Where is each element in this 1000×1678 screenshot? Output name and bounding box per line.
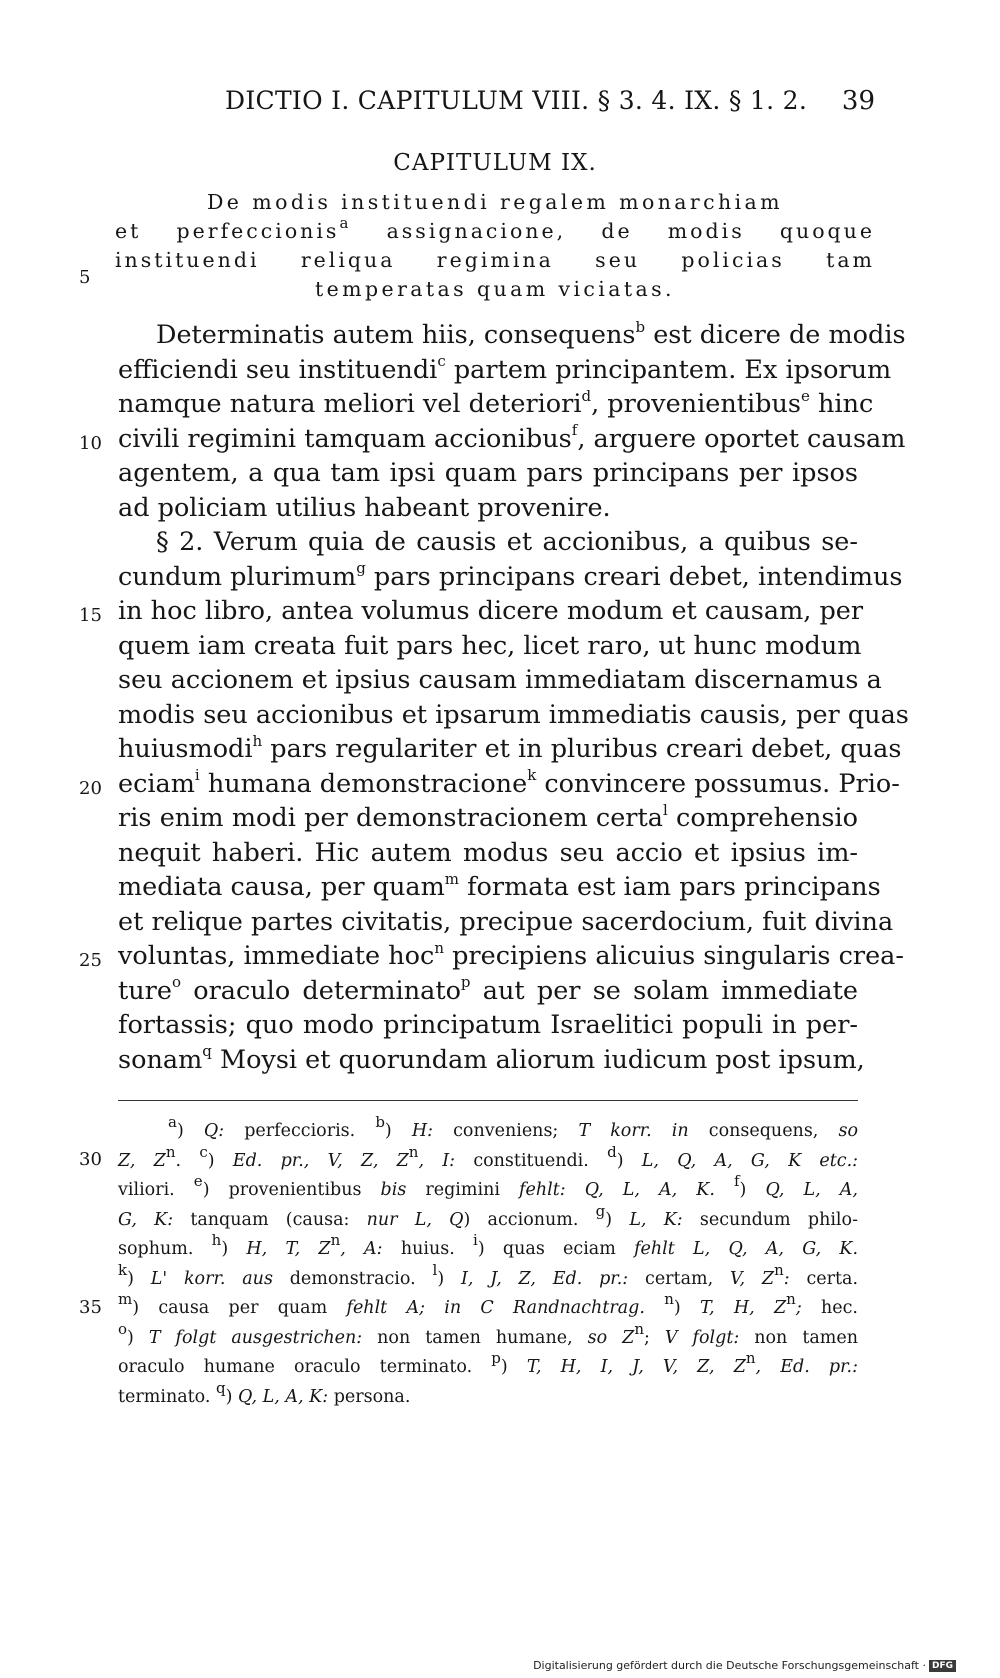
text-line: ad policiam utilius habeant provenire. — [118, 492, 611, 523]
line-number: 5 — [79, 267, 91, 288]
text-line: ture$^o$ oraculo determinato$^p$ aut per se solam immediate — [118, 973, 858, 1006]
line-number: 35 — [79, 1297, 102, 1318]
text-line: namque natura meliori vel deteriori$^d$, provenientibus$^e$ hinc — [118, 386, 874, 419]
footnote-ref: a — [339, 214, 352, 233]
text-line: § 2. Verum quia de causis et accionibus, a quibus se- — [156, 527, 858, 557]
text-line: huiusmodi$^h$ pars regulariter et in pluribus creari debet, quas — [118, 731, 902, 764]
line-number: 15 — [79, 605, 102, 626]
chapter-heading — [115, 188, 875, 304]
footnote-line: Z, $Z^n$. $^c$) Ed. pr., V, Z, $Z^n$, I: constituendi. $^d$) L, Q, A, G, K etc.: — [118, 1142, 859, 1171]
dfg-logo: DFG — [929, 1660, 956, 1672]
running-title: DICTIO I. CAPITULUM VIII. § 3. 4. IX. § 1. 2. — [225, 86, 808, 115]
credit-text: Digitalisierung gefördert durch die Deutsche Forschungsgemeinschaft · — [533, 1659, 926, 1672]
text-line: agentem, a qua tam ipsi quam pars principans per ipsos — [118, 458, 858, 488]
heading-line: De modis instituendi regalem monarchiam — [206, 190, 784, 214]
text-line: voluntas, immediate hoc$^n$ precipiens alicuius singularis crea- — [118, 938, 904, 971]
text-line: ris enim modi per demonstracionem certa$^l$ comprehensio — [118, 800, 858, 833]
heading-line: instituendi reliqua regimina seu policias tam — [115, 248, 875, 272]
text-line: sonam$^q$ Moysi et quorundam aliorum iudicum post ipsum, — [118, 1042, 865, 1075]
line-number: 20 — [79, 778, 102, 799]
footnotes — [118, 1113, 859, 1412]
text-line: in hoc libro, antea volumus dicere modum et causam, per — [118, 596, 864, 626]
chapter-title: CAPITULUM IX. — [393, 150, 597, 176]
text-line: fortassis; quo modo principatum Israelitici populi in per- — [118, 1010, 858, 1040]
text-line: cundum plurimum$^g$ pars principans creari debet, intendimus — [118, 559, 903, 592]
footnote-line: $^o$) T folgt ausgestrichen: non tamen humane, so $Z^n$; V folgt: non tamen — [118, 1319, 859, 1348]
text-line: quem iam creata fuit pars hec, licet raro, ut hunc modum — [118, 630, 862, 661]
page-number: 39 — [841, 86, 875, 116]
text-line: eciam$^i$ humana demonstracione$^k$ convincere possumus. Prio- — [118, 766, 900, 799]
line-number: 25 — [79, 950, 102, 971]
footnote-line: $^m$) causa per quam fehlt A; in C Randnachtrag. $^n$) T, H, $Z^n$; hec. — [118, 1290, 858, 1318]
footnote-line: $^k$) L' korr. aus demonstracio. $^l$) I, J, Z, Ed. pr.: certam, V, $Z^n$: certa. — [118, 1260, 859, 1289]
text-line: mediata causa, per quam$^m$ formata est iam pars principans — [118, 869, 881, 902]
running-head — [115, 86, 875, 122]
digitization-credit — [533, 1659, 956, 1672]
line-number: 30 — [79, 1149, 102, 1170]
line-number: 10 — [79, 433, 102, 454]
text-line: nequit haberi. Hic autem modus seu accio et ipsius im- — [118, 837, 858, 868]
text-line: Determinatis autem hiis, consequens$^b$ est dicere de modis — [156, 317, 906, 350]
text-line: modis seu accionibus et ipsarum immediatis causis, per quas — [118, 699, 909, 730]
text-line: et relique partes civitatis, precipue sacerdocium, fuit divina — [118, 906, 894, 937]
text-line: efficiendi seu instituendi$^c$ partem principantem. Ex ipsorum — [118, 352, 892, 385]
heading-line: et perfeccionis$^a$ assignacione, de modis quoque — [115, 214, 875, 243]
text-line: civili regimini tamquam accionibus$^f$, arguere oportet causam — [118, 421, 906, 454]
main-text — [118, 317, 909, 1077]
footnote-line: viliori. $^e$) provenientibus bis regimini fehlt: Q, L, A, K. $^f$) Q, L, A, — [118, 1172, 858, 1200]
footnote-line: $^a$) Q: perfeccioris. $^b$) H: conveniens; T korr. in consequens, so — [168, 1113, 858, 1141]
footnote-rule — [118, 1100, 858, 1101]
footnote-line: terminato. $^q$) Q, L, A, K: persona. — [118, 1378, 411, 1407]
text-line: seu accionem et ipsius causam immediatam discernamus a — [118, 665, 882, 695]
footnote-line: oraculo humane oraculo terminato. $^p$) T, H, I, J, V, Z, $Z^n$, Ed. pr.: — [118, 1349, 859, 1377]
heading-line: temperatas quam viciatas. — [315, 277, 675, 301]
footnote-line: sophum. $^h$) H, T, $Z^n$, A: huius. $^i$) quas eciam fehlt L, Q, A, G, K. — [118, 1231, 859, 1259]
footnote-line: G, K: tanquam (causa: nur L, Q) accionum. $^g$) L, K: secundum philo- — [118, 1201, 858, 1230]
